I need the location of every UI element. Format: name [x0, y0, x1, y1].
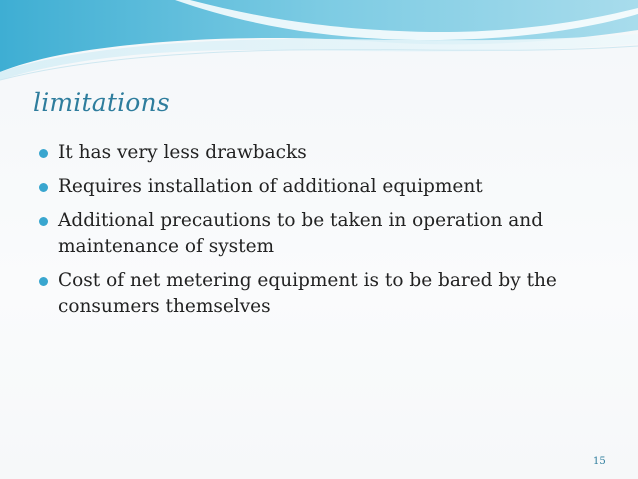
bullet-item [36, 268, 606, 320]
bullet-text: Requires installation of additional equipment [58, 176, 483, 197]
bullet-text: Additional precautions to be taken in operation and maintenance of system [58, 210, 544, 257]
bullet-item [36, 140, 606, 166]
bullet-list [36, 140, 606, 328]
header-wave-decoration [0, 0, 638, 90]
bullet-dot-icon [39, 149, 48, 158]
bullet-item [36, 208, 606, 260]
bullet-item [36, 174, 606, 200]
bullet-dot-icon [39, 217, 48, 226]
bullet-text: Cost of net metering equipment is to be bared by the consumers themselves [58, 270, 557, 317]
bullet-dot-icon [39, 277, 48, 286]
slide-title: limitations [33, 88, 170, 117]
page-number: 15 [593, 456, 606, 467]
bullet-dot-icon [39, 183, 48, 192]
bullet-text: It has very less drawbacks [58, 142, 307, 163]
